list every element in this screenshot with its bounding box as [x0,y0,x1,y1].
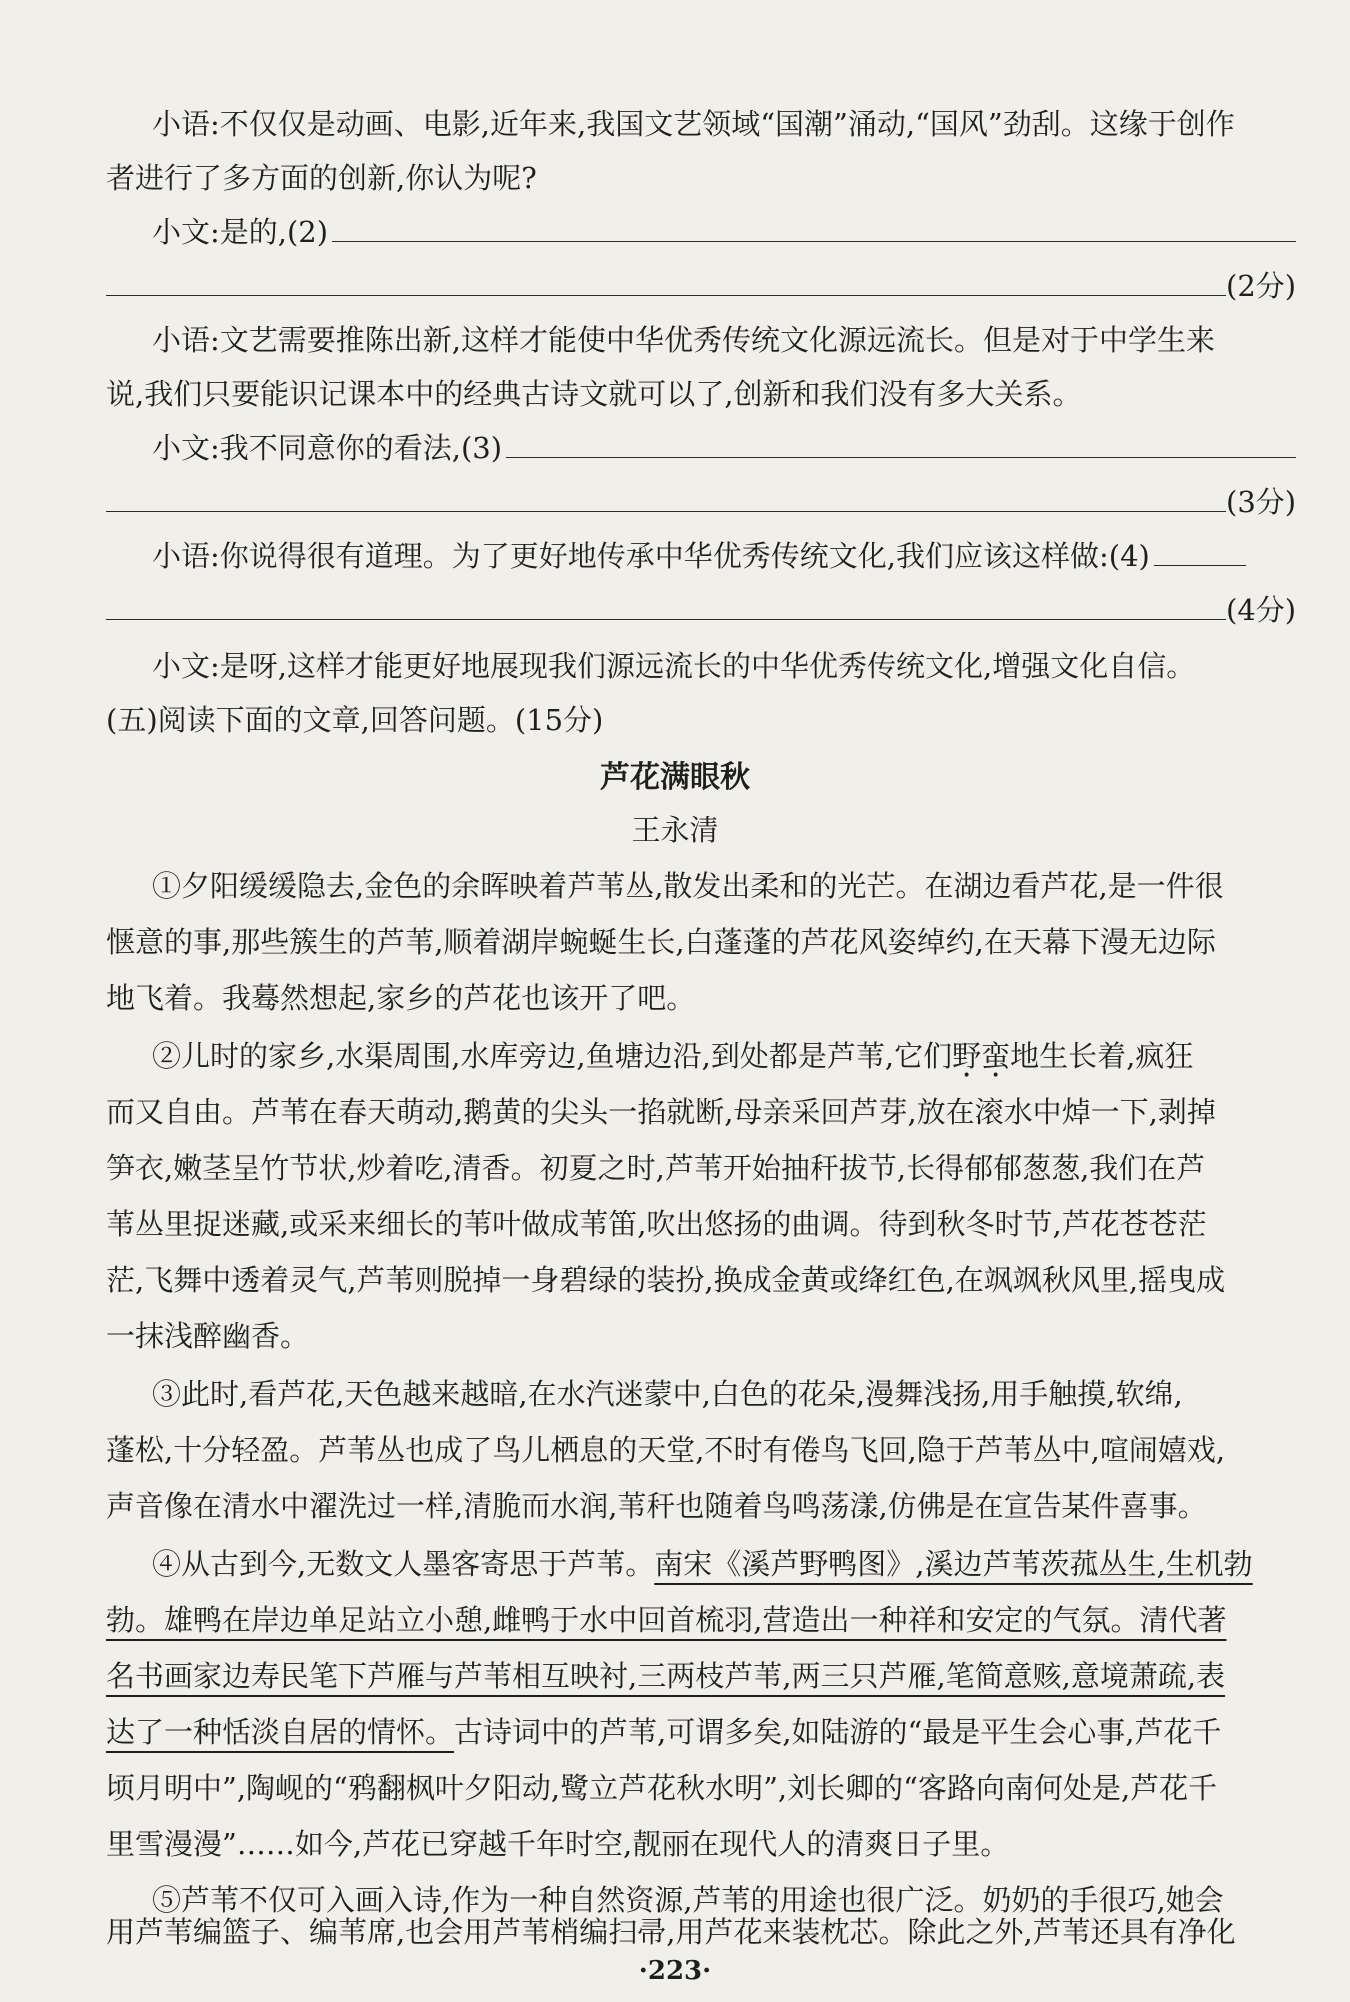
section-heading: (五)阅读下面的文章,回答问题。(15分) [106,703,604,737]
paragraph-line: 笋衣,嫩茎呈竹节状,炒着吃,清香。初夏之时,芦苇开始抽秆拔节,长得郁郁葱葱,我们在芦 [106,1151,1206,1185]
score-label: (4分) [1226,593,1297,627]
underlined-text: 南宋《溪芦野鸭图》,溪边芦苇茨菰丛生,生机勃 [654,1547,1253,1581]
answer-blank-4a[interactable] [1154,564,1246,566]
page-number: ·223· [638,1956,712,1986]
paragraph-line: ⑤芦苇不仅可入画入诗,作为一种自然资源,芦苇的用途也很广泛。奶奶的手很巧,她会 [152,1883,1224,1917]
dialogue-text: 小语:你说得很有道理。为了更好地传承中华优秀传统文化,我们应该这样做:(4) [152,539,1150,573]
dialogue-line: 小语:不仅仅是动画、电影,近年来,我国文艺领域“国潮”涌动,“国风”劲刮。这缘于创作 [152,107,1235,141]
dialogue-line [152,212,1350,252]
dialogue-line [106,482,1350,522]
article-author: 王永清 [631,813,719,847]
paragraph-line: 蓬松,十分轻盈。芦苇丛也成了鸟儿栖息的天堂,不时有倦鸟飞回,隐于芦苇丛中,喧闹嬉戏, [106,1433,1226,1467]
dialogue-line [106,266,1350,306]
answer-blank-4b[interactable] [106,618,1226,620]
underlined-text: 达了一种恬淡自居的情怀。 [106,1715,455,1749]
article-title: 芦花满眼秋 [600,760,750,795]
paragraph-line: ①夕阳缓缓隐去,金色的余晖映着芦苇丛,散发出柔和的光芒。在湖边看芦花,是一件很 [152,869,1224,903]
answer-blank-2b[interactable] [106,294,1226,296]
underlined-text: 勃。雄鸭在岸边单足站立小憩,雌鸭于水中回首梳羽,营造出一种祥和安定的气氛。清代著 [106,1603,1227,1637]
score-label: (2分) [1226,269,1297,303]
emphasis-char: 野 [952,1039,982,1073]
paragraph-line: 而又自由。芦苇在春天萌动,鹅黄的尖头一掐就断,母亲采回芦芽,放在滚水中焯一下,剥掉 [106,1095,1216,1129]
dialogue-text: 小文:我不同意你的看法,(3) [152,431,503,465]
paragraph-line: 声音像在清水中濯洗过一样,清脆而水润,苇秆也随着鸟鸣荡漾,仿佛是在宣告某件喜事。 [106,1489,1207,1523]
dialogue-line: 小文:是呀,这样才能更好地展现我们源远流长的中华优秀传统文化,增强文化自信。 [152,649,1196,683]
paragraph-line [106,1600,1350,1640]
answer-blank-3a[interactable] [506,456,1296,458]
paragraph-line: 一抹浅醉幽香。 [106,1319,310,1353]
paragraph-text: 古诗词中的芦苇,可谓多矣,如陆游的“最是平生会心事,芦花千 [454,1715,1222,1749]
dialogue-line: 说,我们只要能识记课本中的经典古诗文就可以了,创新和我们没有多大关系。 [106,377,1082,411]
paragraph-line: ③此时,看芦花,天色越来越暗,在水汽迷蒙中,白色的花朵,漫舞浅扬,用手触摸,软绵, [152,1377,1183,1411]
paragraph-line: 用芦苇编篮子、编苇席,也会用芦苇梢编扫帚,用芦花来装枕芯。除此之外,芦苇还具有净化 [106,1915,1236,1949]
paragraph-line: 苇丛里捉迷藏,或采来细长的苇叶做成苇笛,吹出悠扬的曲调。待到秋冬时节,芦花苍苍茫 [106,1207,1207,1241]
dialogue-line: 者进行了多方面的创新,你认为呢? [106,161,537,195]
paragraph-line: 里雪漫漫”……如今,芦花已穿越千年时空,靓丽在现代人的清爽日子里。 [106,1827,1010,1861]
paragraph-line [152,1544,1350,1584]
paragraph-line: 茫,飞舞中透着灵气,芦苇则脱掉一身碧绿的装扮,换成金黄或绛红色,在飒飒秋风里,摇曳成 [106,1263,1226,1297]
paragraph-line [106,1712,1350,1752]
paragraph-line: 顷月明中”,陶岘的“鸦翻枫叶夕阳动,鹭立芦花秋水明”,刘长卿的“客路向南何处是,芦花千 [106,1771,1218,1805]
dialogue-line [152,536,1350,576]
dialogue-text: 小文:是的,(2) [152,215,329,249]
paragraph-text: 地生长着,疯狂 [1010,1039,1194,1073]
emphasis-char: 蛮 [981,1039,1011,1073]
dialogue-line: 小语:文艺需要推陈出新,这样才能使中华优秀传统文化源远流长。但是对于中学生来 [152,323,1215,357]
paragraph-line: 惬意的事,那些簇生的芦苇,顺着湖岸蜿蜒生长,白蓬蓬的芦花风姿绰约,在天幕下漫无边际 [106,925,1216,959]
paragraph-line: 地飞着。我蓦然想起,家乡的芦花也该开了吧。 [106,981,696,1015]
dialogue-line [106,590,1350,630]
paragraph-text: ②儿时的家乡,水渠周围,水库旁边,鱼塘边沿,到处都是芦苇,它们 [152,1039,953,1073]
dialogue-line [152,428,1350,468]
paragraph-line [152,1036,1350,1076]
score-label: (3分) [1226,485,1297,519]
answer-blank-2a[interactable] [332,240,1296,242]
paragraph-line [106,1656,1350,1696]
answer-blank-3b[interactable] [106,510,1226,512]
paragraph-text: ④从古到今,无数文人墨客寄思于芦苇。 [152,1547,655,1581]
underlined-text: 名书画家边寿民笔下芦雁与芦苇相互映衬,三两枝芦苇,两三只芦雁,笔简意赅,意境萧疏,表 [106,1659,1226,1693]
